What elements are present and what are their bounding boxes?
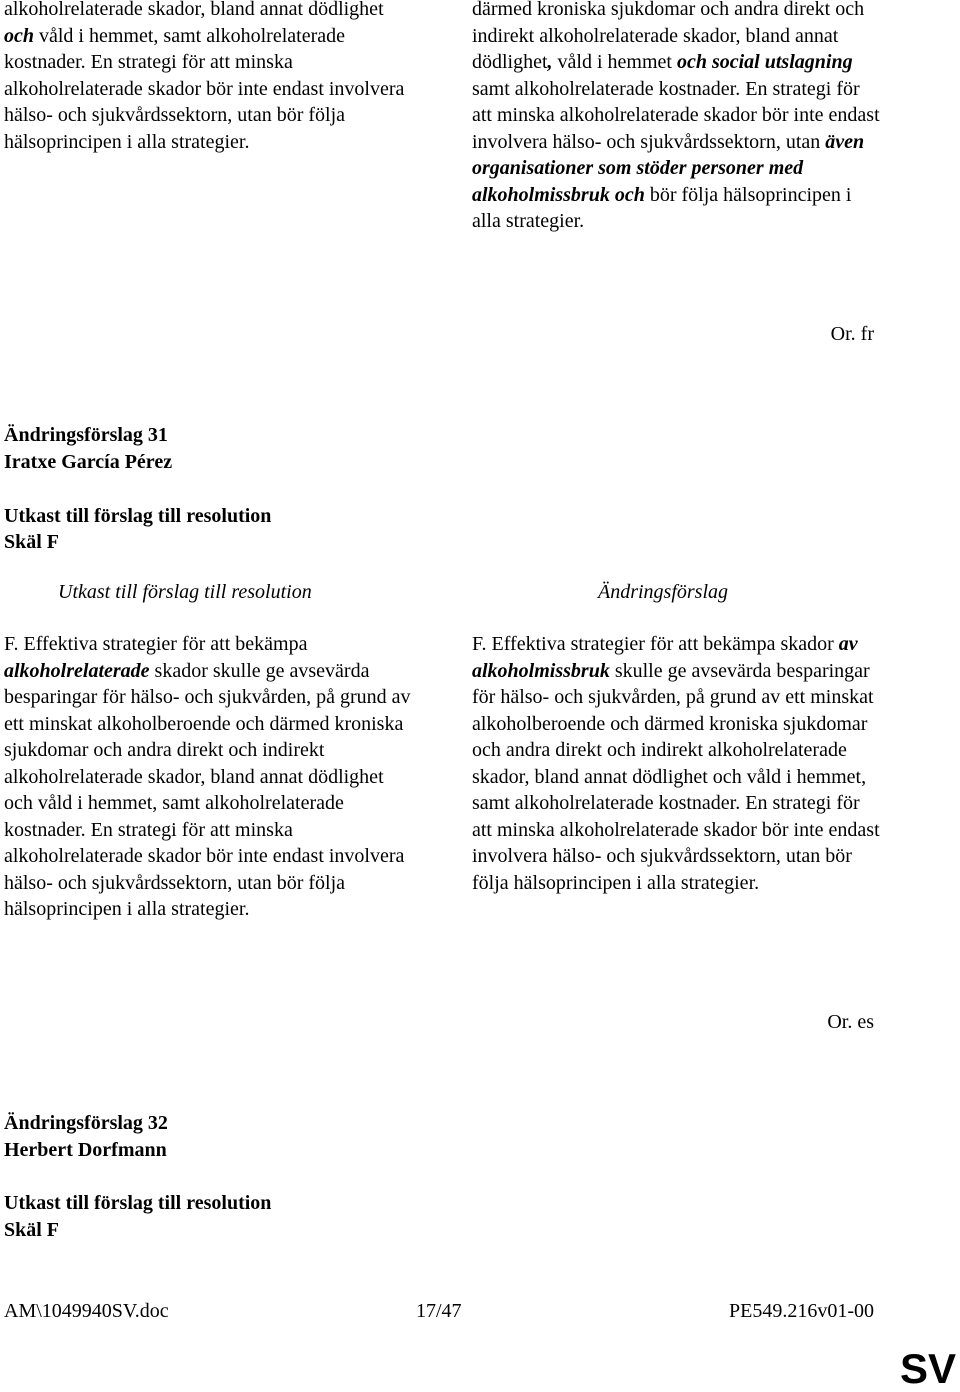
emphasis-run: , xyxy=(547,51,553,73)
amendment-32-author: Herbert Dorfmann xyxy=(4,1139,167,1161)
language-code: SV xyxy=(899,1345,956,1392)
top-right-column xyxy=(472,0,882,235)
amendment-31-original-column xyxy=(4,631,414,923)
text-run: våld i hemmet xyxy=(552,51,677,73)
right-column-heading: Ändringsförslag xyxy=(598,581,729,603)
origin-language-fr: Or. fr xyxy=(830,323,874,345)
amendment-32-doc: Utkast till förslag till resolution xyxy=(4,1192,272,1214)
emphasis-run: alkoholrelaterade xyxy=(4,659,150,682)
text-run: skulle ge avsevärda besparingar för hälso- och sjukvården, på grund av ett minskat alkoholberoende och därmed kroniska sjukdomar och andra direkt och indirekt alkoholrelaterade skador, bland annat dödlighet och våld i hemmet, samt alkoholrelaterade kostnader. En strategi för att minska alkoholrelaterade skador bör inte endast involvera hälso- och sjukvårdssektorn, utan bör följa hälsoprincipen i alla strategier. xyxy=(472,659,880,894)
amendment-31-ref: Skäl F xyxy=(4,531,60,553)
text-run: F. Effektiva strategier för att bekämpa skador xyxy=(472,633,839,655)
amendment-32-ref: Skäl F xyxy=(4,1219,60,1241)
emphasis-run: av alkoholmissbruk xyxy=(472,633,858,682)
footer-page-number: 17/47 xyxy=(416,1300,462,1322)
text-run: bör följa hälsoprincipen i alla strategier. xyxy=(472,183,852,232)
amendment-31-doc: Utkast till förslag till resolution xyxy=(4,505,272,527)
top-left-text xyxy=(4,0,414,155)
text-run: F. Effektiva strategier för att bekämpa xyxy=(4,633,308,655)
text-run: skador skulle ge avsevärda besparingar för hälso- och sjukvården, på grund av ett minskat alkoholberoende och därmed kroniska sjukdomar och andra direkt och indirekt alkoholrelaterade skador, bland annat dödlighet och våld i hemmet, samt alkoholrelaterade kostnader. En strategi för att minska alkoholrelaterade skador bör inte endast involvera hälso- och sjukvårdssektorn, utan bör följa hälsoprincipen i alla strategier. xyxy=(4,659,411,920)
text-run: våld i hemmet, samt alkoholrelaterade kostnader. En strategi för att minska alkoholrelaterade skador bör inte endast involvera hälso- och sjukvårdssektorn, utan bör följa hälsoprincipen i alla strategier. xyxy=(4,24,405,153)
origin-language-es: Or. es xyxy=(827,1011,874,1033)
amendment-31-amended-text xyxy=(472,631,882,896)
text-run: därmed kroniska sjukdomar och andra direkt och indirekt alkoholrelaterade skador, bland annat dödlighet xyxy=(472,0,865,73)
emphasis-run: även organisationer som stöder personer med alkoholmissbruk och xyxy=(472,130,865,206)
top-left-column xyxy=(4,0,414,155)
amendment-31-author: Iratxe García Pérez xyxy=(4,451,173,473)
text-run: alkoholrelaterade skador, bland annat dödlighet xyxy=(4,0,384,20)
emphasis-run: och social utslagning xyxy=(676,51,853,73)
amendment-32-title: Ändringsförslag 32 xyxy=(4,1112,168,1134)
left-column-heading: Utkast till förslag till resolution xyxy=(58,581,312,603)
footer-doc-id: AM\1049940SV.doc xyxy=(4,1300,169,1322)
top-right-text xyxy=(472,0,882,235)
text-run: samt alkoholrelaterade kostnader. En strategi för att minska alkoholrelaterade skador bör inte endast involvera hälso- och sjukvårdssektorn, utan xyxy=(472,77,880,153)
emphasis-run: och xyxy=(4,24,34,47)
amendment-31-title: Ändringsförslag 31 xyxy=(4,424,168,446)
amendment-31-amended-column xyxy=(472,631,882,896)
amendment-31-original-text xyxy=(4,631,414,923)
footer-pe-reference: PE549.216v01-00 xyxy=(729,1300,874,1322)
